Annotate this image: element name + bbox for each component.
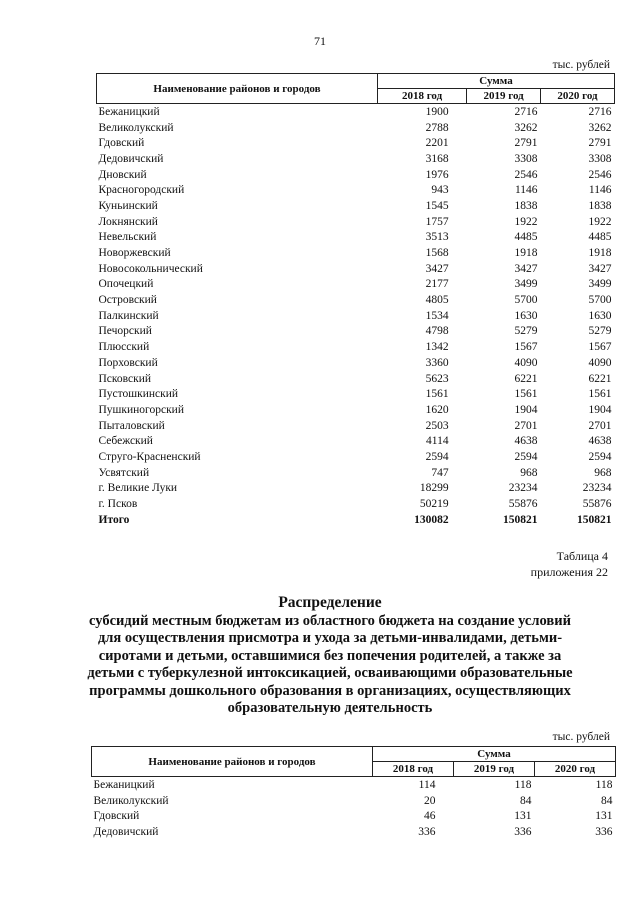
value-2018: 2788 [425,121,449,134]
table2-unit: тыс. рублей [552,731,610,743]
table-row [97,371,615,387]
table2-header-year: 2020 год [535,762,616,777]
value-2018: 943 [431,184,449,197]
value-2018: 4798 [425,325,449,338]
district-name: г. Псков [98,498,138,511]
value-2019: 5279 [514,325,538,338]
table-row [97,402,615,418]
value-2019: 1918 [514,247,538,260]
value-2020: 4485 [588,231,612,244]
district-name: Гдовский [98,137,145,150]
table2 [91,746,616,840]
value-2019: 1904 [514,403,538,416]
table-row [97,324,615,340]
value-2019: 1838 [514,199,538,212]
table-row [97,151,615,167]
value-2020: 1146 [588,184,612,197]
value-2018: 2201 [425,137,449,150]
table-row [97,245,615,261]
value-2020: 3427 [588,262,612,275]
district-name: Итого [98,513,130,526]
value-2019: 5700 [514,294,538,307]
table2-header-name: Наименование районов и городов [92,747,373,777]
value-2018: 3360 [425,356,449,369]
district-name: Красногородский [98,184,185,197]
value-2020: 3262 [588,121,612,134]
district-name: Порховский [98,356,158,369]
value-2018: 50219 [419,498,449,511]
section-title-line: сиротами и детьми, оставшимися без попечения родителей, а также за [98,647,562,664]
value-2020: 3499 [588,278,612,291]
value-2019: 3308 [514,152,538,165]
table1-unit: тыс. рублей [552,59,610,71]
section-title [60,594,600,718]
value-2018: 1561 [425,388,449,401]
table-row [97,135,615,151]
value-2020: 968 [594,466,612,479]
value-2019: 6221 [514,372,538,385]
value-2020: 23234 [582,482,612,495]
district-name: Бежаницкий [98,105,160,118]
value-2019: 2701 [514,419,538,432]
district-name: Локнянский [98,215,158,228]
value-2018: 1757 [425,215,449,228]
value-2018: 1342 [425,341,449,354]
district-name: Гдовский [93,810,140,823]
table-row [97,308,615,324]
value-2020: 131 [595,810,613,823]
table-row [97,104,615,120]
value-2018: 1568 [425,247,449,260]
table-row [97,339,615,355]
value-2019: 336 [514,825,532,838]
value-2020: 1630 [588,309,612,322]
value-2019: 2791 [514,137,538,150]
table-row [92,824,616,840]
value-2018: 1900 [425,105,449,118]
page-number: 71 [314,34,326,48]
value-2019: 150821 [503,513,538,526]
table-row [97,277,615,293]
table2-header-year: 2019 год [454,762,535,777]
value-2018: 114 [418,778,436,791]
table1 [96,73,615,528]
value-2020: 84 [601,794,613,807]
district-name: Палкинский [98,309,159,322]
district-name: Великолукский [98,121,174,134]
district-name: Куньинский [98,199,158,212]
district-name: Великолукский [93,794,169,807]
value-2020: 1567 [588,341,612,354]
table-row [97,418,615,434]
section-title-line: для осуществления присмотра и ухода за детьми-инвалидами, детьми- [97,630,563,646]
table-row [97,214,615,230]
district-name: Дедовичский [93,825,159,838]
value-2019: 2546 [514,168,538,181]
value-2019: 968 [520,466,538,479]
value-2018: 747 [431,466,449,479]
table-note-line: Таблица 4 [556,549,608,563]
value-2020: 2716 [588,105,612,118]
table2-header-sum: Сумма [373,747,616,762]
table-row [97,167,615,183]
district-name: Новосокольнический [98,262,203,275]
district-name: Струго-Красненский [98,450,201,463]
district-name: Усвятский [98,466,150,479]
value-2019: 1630 [514,309,538,322]
value-2018: 3168 [425,152,449,165]
table-row [97,481,615,497]
table-row [97,496,615,512]
district-name: Плюсский [98,341,150,354]
section-title-line: субсидий местным бюджетам из областного бюджета на создание условий [89,612,571,629]
district-name: Бежаницкий [93,778,155,791]
value-2019: 4485 [514,231,538,244]
table-row [97,465,615,481]
value-2020: 1838 [588,199,612,212]
table-row [92,793,616,809]
value-2020: 1922 [588,215,612,228]
value-2018: 2594 [425,450,449,463]
table-row [97,120,615,136]
value-2018: 20 [424,794,436,807]
value-2018: 2503 [425,419,449,432]
value-2019: 1567 [514,341,538,354]
value-2019: 3262 [514,121,538,134]
section-title-line: образовательную деятельность [227,700,433,716]
value-2019: 4090 [514,356,538,369]
value-2019: 2594 [514,450,538,463]
district-name: Дедовичский [98,152,164,165]
value-2019: 84 [520,794,532,807]
section-title-line: детьми с туберкулезной интоксикацией, осваивающими образовательные [87,665,573,681]
district-name: Печорский [98,325,152,338]
value-2018: 336 [418,825,436,838]
section-title-main: Распределение [278,594,382,611]
value-2019: 1561 [514,388,538,401]
table-row [97,292,615,308]
value-2018: 1976 [425,168,449,181]
table-row [92,808,616,824]
value-2019: 3499 [514,278,538,291]
value-2019: 4638 [514,435,538,448]
value-2020: 5700 [588,294,612,307]
value-2019: 55876 [508,498,538,511]
table-row [92,777,616,793]
value-2020: 336 [595,825,613,838]
district-name: Пыталовский [98,419,165,432]
value-2020: 55876 [582,498,612,511]
value-2018: 1545 [425,199,449,212]
table1-header-year: 2020 год [541,89,615,104]
value-2018: 1534 [425,309,449,322]
table1-header-name: Наименование районов и городов [97,74,378,104]
district-name: Опочецкий [98,278,154,291]
value-2020: 1918 [588,247,612,260]
table1-header-sum: Сумма [378,74,615,89]
table-row [97,182,615,198]
value-2020: 2594 [588,450,612,463]
value-2019: 2716 [514,105,538,118]
district-name: Невельский [98,231,157,244]
value-2018: 4114 [426,435,449,448]
value-2019: 23234 [508,482,538,495]
table-note-line: приложения 22 [530,565,608,579]
district-name: Псковский [98,372,152,385]
district-name: Себежский [98,435,153,448]
value-2018: 3427 [425,262,449,275]
district-name: Островский [98,294,157,307]
value-2018: 130082 [414,513,449,526]
district-name: Пушкиногорский [98,403,184,416]
table-row [97,198,615,214]
table-row [97,261,615,277]
value-2018: 3513 [425,231,449,244]
value-2020: 1904 [588,403,612,416]
table-row [97,386,615,402]
table-row [97,449,615,465]
value-2020: 3308 [588,152,612,165]
table1-header-year: 2018 год [378,89,467,104]
district-name: Дновский [98,168,147,181]
table-note [531,548,608,580]
value-2020: 5279 [588,325,612,338]
value-2020: 118 [595,778,613,791]
table1-header-year: 2019 год [467,89,541,104]
value-2019: 131 [514,810,532,823]
value-2020: 4090 [588,356,612,369]
value-2020: 150821 [577,513,612,526]
district-name: Новоржевский [98,247,171,260]
value-2018: 2177 [425,278,449,291]
value-2018: 46 [424,810,436,823]
value-2020: 6221 [588,372,612,385]
table2-header-year: 2018 год [373,762,454,777]
section-title-line: программы дошкольного образования в организациях, осуществляющих [89,682,571,699]
table-row [97,433,615,449]
value-2020: 2701 [588,419,612,432]
table-row [97,230,615,246]
value-2018: 1620 [425,403,449,416]
value-2020: 2791 [588,137,612,150]
value-2019: 3427 [514,262,538,275]
value-2019: 1922 [514,215,538,228]
value-2020: 1561 [588,388,612,401]
value-2018: 18299 [419,482,449,495]
value-2018: 5623 [425,372,449,385]
value-2020: 4638 [588,435,612,448]
value-2018: 4805 [425,294,449,307]
value-2020: 2546 [588,168,612,181]
table-total-row [97,512,615,528]
value-2019: 1146 [514,184,538,197]
table-row [97,355,615,371]
district-name: Пустошкинский [98,388,179,401]
district-name: г. Великие Луки [98,482,178,495]
value-2019: 118 [514,778,532,791]
